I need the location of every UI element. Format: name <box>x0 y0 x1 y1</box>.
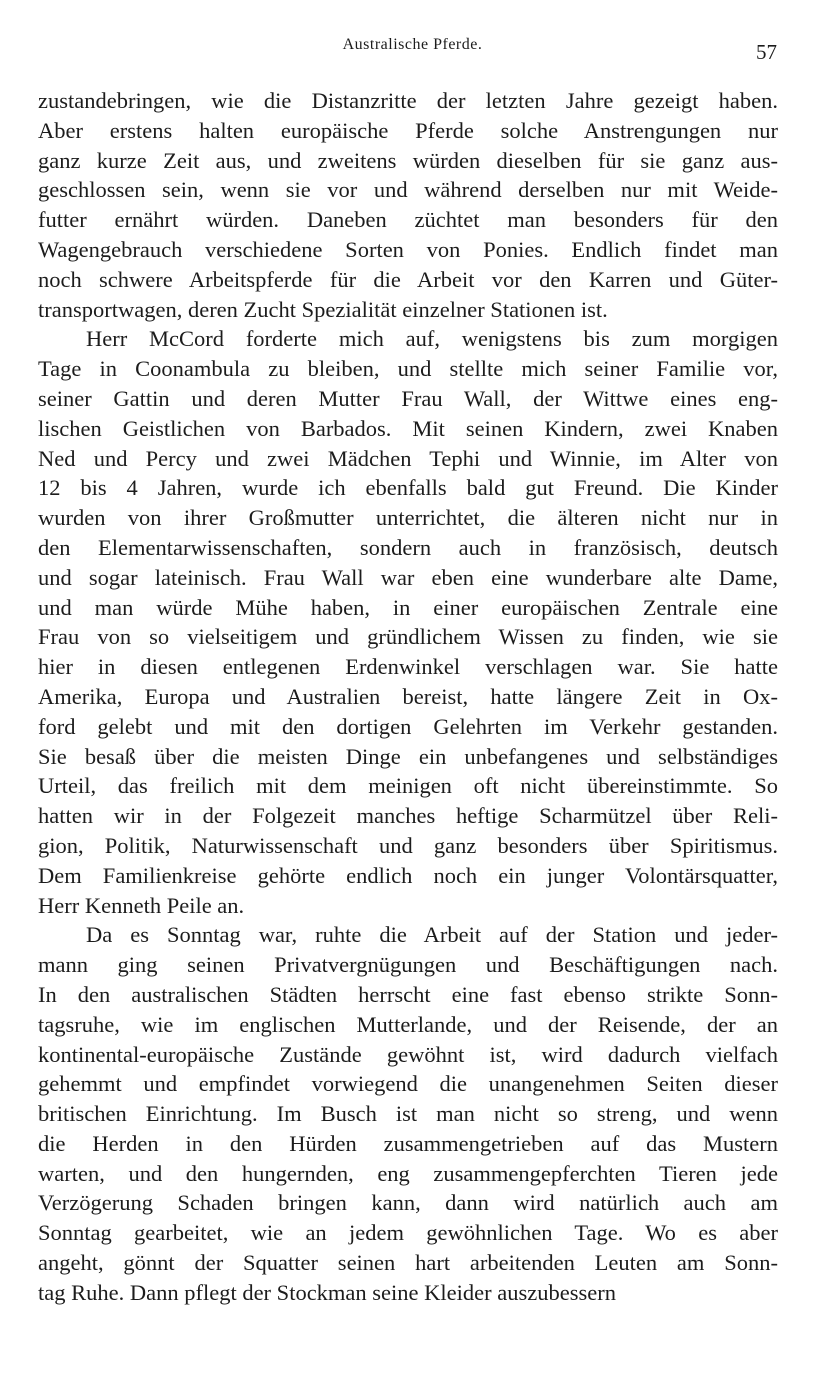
text-line: ford gelebt und mit den dortigen Gelehrten im Verkehr gestanden. <box>38 713 778 739</box>
text-line: und man würde Mühe haben, in einer europäischen Zentrale eine <box>38 594 778 620</box>
text-line: ganz kurze Zeit aus, und zweitens würden dieselben für sie ganz aus- <box>38 147 778 173</box>
text-line: Aber erstens halten europäische Pferde solche Anstrengungen nur <box>38 117 778 143</box>
text-line: mann ging seinen Privatvergnügungen und Beschäftigungen nach. <box>38 952 778 978</box>
text-line: gion, Politik, Naturwissenschaft und ganz besonders über Spiritismus. <box>38 832 778 858</box>
text-line: hier in diesen entlegenen Erdenwinkel verschlagen war. Sie hatte <box>38 654 778 680</box>
text-line: Wagengebrauch verschiedene Sorten von Ponies. Endlich findet man <box>38 236 778 262</box>
text-line: hatten wir in der Folgezeit manches heftige Scharmützel über Reli- <box>38 803 778 829</box>
text-line: 12 bis 4 Jahren, wurde ich ebenfalls bald gut Freund. Die Kinder <box>38 475 778 501</box>
text-line: britischen Einrichtung. Im Busch ist man nicht so streng, und wenn <box>38 1101 778 1127</box>
text-line: noch schwere Arbeitspferde für die Arbeit vor den Karren und Güter- <box>38 266 778 292</box>
text-line: Amerika, Europa und Australien bereist, hatte längere Zeit in Ox- <box>38 683 778 709</box>
text-line: Dem Familienkreise gehörte endlich noch ein junger Volontärsquatter, <box>38 862 778 888</box>
text-line: geschlossen sein, wenn sie vor und während derselben nur mit Weide- <box>38 177 778 203</box>
text-line: In den australischen Städten herrscht eine fast ebenso strikte Sonn- <box>38 981 778 1007</box>
text-line: Herr Kenneth Peile an. <box>38 892 245 918</box>
text-line: Urteil, das freilich mit dem meinigen oft nicht übereinstimmte. So <box>38 773 778 799</box>
text-line: gehemmt und empfindet vorwiegend die unangenehmen Seiten dieser <box>38 1071 778 1097</box>
text-line: seiner Gattin und deren Mutter Frau Wall, der Wittwe eines eng- <box>38 385 778 411</box>
text-line: Ned und Percy und zwei Mädchen Tephi und Winnie, im Alter von <box>38 445 778 471</box>
text-line: Da es Sonntag war, ruhte die Arbeit auf der Station und jeder- <box>86 922 778 948</box>
text-line: angeht, gönnt der Squatter seinen hart arbeitenden Leuten am Sonn- <box>38 1250 778 1276</box>
text-line: Verzögerung Schaden bringen kann, dann wird natürlich auch am <box>38 1190 778 1216</box>
page-number: 57 <box>756 40 777 64</box>
text-line: zustandebringen, wie die Distanzritte der letzten Jahre gezeigt haben. <box>38 88 778 113</box>
running-head <box>0 36 825 62</box>
text-line: futter ernährt würden. Daneben züchtet man besonders für den <box>38 207 778 233</box>
text-line: Frau von so vielseitigem und gründlichem Wissen zu finden, wie sie <box>38 624 778 650</box>
body-text <box>38 86 778 1308</box>
text-line: warten, und den hungernden, eng zusammengepferchten Tieren jede <box>38 1160 778 1186</box>
text-line: Tage in Coonambula zu bleiben, und stellte mich seiner Familie vor, <box>38 356 778 382</box>
text-line: wurden von ihrer Großmutter unterrichtet, die älteren nicht nur in <box>38 505 778 531</box>
running-title: Australische Pferde. <box>342 36 483 53</box>
text-line: die Herden in den Hürden zusammengetrieben auf das Mustern <box>38 1130 778 1156</box>
text-line: den Elementarwissenschaften, sondern auch in französisch, deutsch <box>38 534 778 560</box>
text-line: tagsruhe, wie im englischen Mutterlande, und der Reisende, der an <box>38 1011 778 1037</box>
text-line: Herr McCord forderte mich auf, wenigstens bis zum morgigen <box>86 326 778 352</box>
text-line: lischen Geistlichen von Barbados. Mit seinen Kindern, zwei Knaben <box>38 415 778 441</box>
text-line: kontinental-europäische Zustände gewöhnt ist, wird dadurch vielfach <box>38 1041 778 1067</box>
text-line: transportwagen, deren Zucht Spezialität einzelner Stationen ist. <box>38 296 608 322</box>
text-line: tag Ruhe. Dann pflegt der Stockman seine Kleider auszubessern <box>38 1279 616 1305</box>
text-line: Sie besaß über die meisten Dinge ein unbefangenes und selbständiges <box>38 743 778 769</box>
text-line: und sogar lateinisch. Frau Wall war eben eine wunderbare alte Dame, <box>38 564 778 590</box>
text-line: Sonntag gearbeitet, wie an jedem gewöhnlichen Tage. Wo es aber <box>38 1220 778 1246</box>
